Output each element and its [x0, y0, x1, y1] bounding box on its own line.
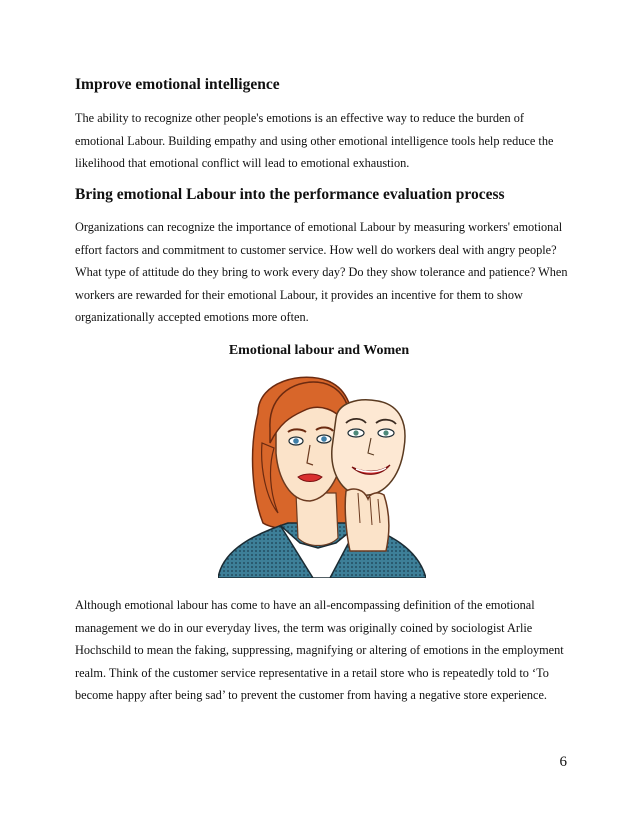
- section-heading-emotional-intelligence: Improve emotional intelligence: [75, 76, 280, 93]
- neck: [296, 493, 338, 546]
- section-heading-performance-evaluation: Bring emotional Labour into the performance evaluation process: [75, 186, 505, 203]
- page-number: 6: [559, 754, 567, 770]
- hand: [345, 489, 389, 551]
- section-body-emotional-intelligence: The ability to recognize other people's emotions is an effective way to reduce the burden of emotional Labour. Building empathy and using other emotional intelligence tools help reduce the likelihood that emotional conflict will lead to emotional exhaustion.: [75, 111, 554, 170]
- smiling-mask: [332, 400, 405, 496]
- section-body-performance-evaluation: Organizations can recognize the importance of emotional Labour by measuring workers' emotional effort factors and commitment to customer service. How well do workers deal with angry people? What type of attitude do they bring to work every day? Do they show tolerance and patience? When workers are rewarded for their emotional Labour, it provides an incentive for them to show organizationally accepted emotions more often.: [75, 220, 568, 324]
- figure-title: Emotional labour and Women: [228, 343, 410, 358]
- closing-paragraph: Although emotional labour has come to have an all-encompassing definition of the emotional management we do in our everyday lives, the term was originally coined by sociologist Arlie Hochschild to mean the faking, suppressing, magnifying or altering of emotions in the employment realm. Think of the customer service representative in a retail store who is repeatedly told to ‘To become happy after being sad’ to prevent the customer from having a negative store experience.: [75, 598, 564, 702]
- woman-with-mask-illustration: [218, 373, 426, 578]
- illustration-svg: [218, 373, 426, 578]
